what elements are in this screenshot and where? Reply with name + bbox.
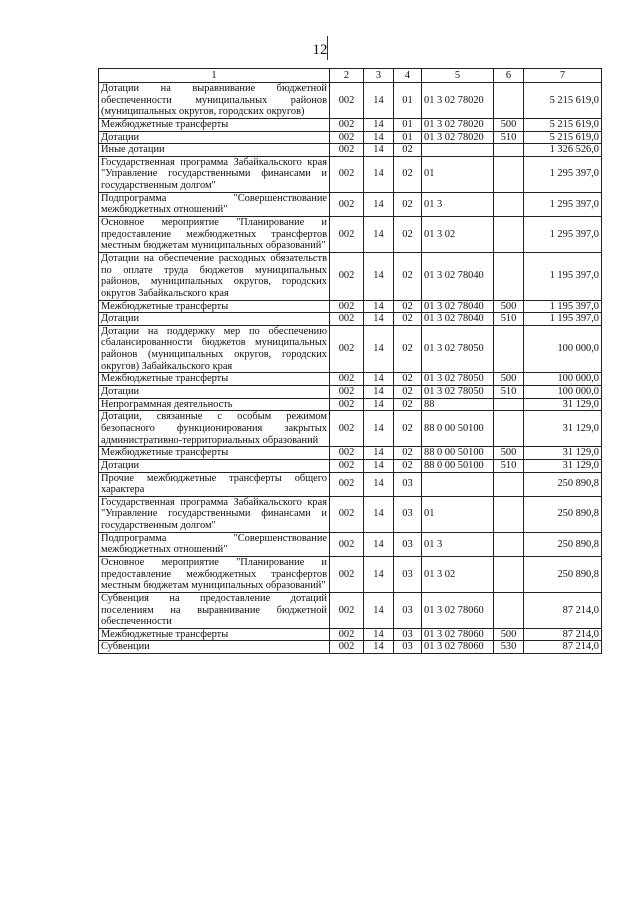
admin-code-cell: 002	[330, 118, 364, 131]
header-cell: 7	[524, 69, 602, 83]
subsection-cell: 02	[394, 447, 422, 460]
expense-type-cell	[494, 398, 524, 411]
admin-code-cell: 002	[330, 447, 364, 460]
item-name-cell: Непрограммная деятельность	[99, 398, 330, 411]
item-name-cell: Межбюджетные трансферты	[99, 628, 330, 641]
target-article-cell: 01 3 02 78060	[422, 628, 494, 641]
table-row	[99, 373, 602, 386]
target-article-cell: 01	[422, 496, 494, 532]
expense-type-cell	[494, 411, 524, 447]
subsection-cell: 02	[394, 192, 422, 216]
amount-cell: 100 000,0	[524, 373, 602, 386]
budget-table	[98, 68, 602, 654]
amount-cell: 100 000,0	[524, 386, 602, 399]
target-article-cell: 01 3 02 78050	[422, 386, 494, 399]
subsection-cell: 02	[394, 156, 422, 192]
target-article-cell: 88 0 00 50100	[422, 447, 494, 460]
subsection-cell: 02	[394, 411, 422, 447]
item-name-cell: Дотации на поддержку мер по обеспечению сбалансированности бюджетов муниципальных районов (муниципальных округов, городских округов) Забайкальского края	[99, 325, 330, 373]
expense-type-cell	[494, 472, 524, 496]
expense-type-cell: 500	[494, 373, 524, 386]
target-article-cell: 01 3 02 78050	[422, 373, 494, 386]
section-cell: 14	[364, 459, 394, 472]
table-row	[99, 156, 602, 192]
subsection-cell: 02	[394, 386, 422, 399]
item-name-cell: Межбюджетные трансферты	[99, 447, 330, 460]
section-cell: 14	[364, 641, 394, 654]
subsection-cell: 03	[394, 496, 422, 532]
subsection-cell: 02	[394, 300, 422, 313]
subsection-cell: 03	[394, 532, 422, 556]
subsection-cell: 03	[394, 641, 422, 654]
amount-cell: 31 129,0	[524, 447, 602, 460]
table-row	[99, 496, 602, 532]
section-cell: 14	[364, 313, 394, 326]
item-name-cell: Подпрограмма "Совершенствование межбюджетных отношений"	[99, 532, 330, 556]
section-cell: 14	[364, 411, 394, 447]
table-row	[99, 192, 602, 216]
section-cell: 14	[364, 325, 394, 373]
section-cell: 14	[364, 472, 394, 496]
item-name-cell: Дотации	[99, 386, 330, 399]
target-article-cell: 01 3 02	[422, 217, 494, 253]
table-row	[99, 556, 602, 592]
subsection-cell: 03	[394, 556, 422, 592]
admin-code-cell: 002	[330, 556, 364, 592]
admin-code-cell: 002	[330, 411, 364, 447]
amount-cell: 87 214,0	[524, 641, 602, 654]
table-row	[99, 83, 602, 119]
admin-code-cell: 002	[330, 398, 364, 411]
amount-cell: 250 890,8	[524, 496, 602, 532]
amount-cell: 1 195 397,0	[524, 300, 602, 313]
table-row	[99, 118, 602, 131]
item-name-cell: Государственная программа Забайкальского края "Управление государственными финансами и государственным долгом"	[99, 496, 330, 532]
subsection-cell: 02	[394, 373, 422, 386]
expense-type-cell	[494, 556, 524, 592]
item-name-cell: Межбюджетные трансферты	[99, 118, 330, 131]
target-article-cell: 01 3 02 78060	[422, 641, 494, 654]
expense-type-cell: 510	[494, 131, 524, 144]
target-article-cell: 01 3 02 78050	[422, 325, 494, 373]
header-row	[99, 69, 602, 83]
admin-code-cell: 002	[330, 496, 364, 532]
item-name-cell: Дотации на обеспечение расходных обязательств по оплате труда бюджетов муниципальных районов, муниципальных округов, городских округов Забайкальского края	[99, 252, 330, 300]
amount-cell: 1 195 397,0	[524, 252, 602, 300]
admin-code-cell: 002	[330, 628, 364, 641]
target-article-cell	[422, 144, 494, 157]
target-article-cell: 01 3 02 78020	[422, 118, 494, 131]
table-row	[99, 252, 602, 300]
item-name-cell: Межбюджетные трансферты	[99, 300, 330, 313]
target-article-cell: 88 0 00 50100	[422, 459, 494, 472]
item-name-cell: Дотации	[99, 459, 330, 472]
table-row	[99, 217, 602, 253]
admin-code-cell: 002	[330, 252, 364, 300]
amount-cell: 250 890,8	[524, 532, 602, 556]
expense-type-cell: 510	[494, 313, 524, 326]
header-cell: 4	[394, 69, 422, 83]
target-article-cell: 01 3 02	[422, 556, 494, 592]
amount-cell: 31 129,0	[524, 398, 602, 411]
amount-cell: 5 215 619,0	[524, 131, 602, 144]
admin-code-cell: 002	[330, 83, 364, 119]
item-name-cell: Подпрограмма "Совершенствование межбюджетных отношений"	[99, 192, 330, 216]
expense-type-cell	[494, 252, 524, 300]
expense-type-cell	[494, 532, 524, 556]
section-cell: 14	[364, 398, 394, 411]
amount-cell: 1 195 397,0	[524, 313, 602, 326]
table-row	[99, 398, 602, 411]
admin-code-cell: 002	[330, 131, 364, 144]
admin-code-cell: 002	[330, 459, 364, 472]
section-cell: 14	[364, 131, 394, 144]
expense-type-cell: 510	[494, 386, 524, 399]
amount-cell: 250 890,8	[524, 556, 602, 592]
amount-cell: 31 129,0	[524, 411, 602, 447]
section-cell: 14	[364, 192, 394, 216]
subsection-cell: 02	[394, 252, 422, 300]
section-cell: 14	[364, 592, 394, 628]
target-article-cell: 01 3	[422, 192, 494, 216]
header-cell: 5	[422, 69, 494, 83]
section-cell: 14	[364, 447, 394, 460]
admin-code-cell: 002	[330, 313, 364, 326]
item-name-cell: Государственная программа Забайкальского края "Управление государственными финансами и государственным долгом"	[99, 156, 330, 192]
subsection-cell: 02	[394, 217, 422, 253]
section-cell: 14	[364, 118, 394, 131]
item-name-cell: Межбюджетные трансферты	[99, 373, 330, 386]
subsection-cell: 03	[394, 628, 422, 641]
target-article-cell: 01 3 02 78040	[422, 252, 494, 300]
expense-type-cell: 500	[494, 300, 524, 313]
page-number: 12	[312, 42, 328, 58]
item-name-cell: Субвенция на предоставление дотаций поселениям на выравнивание бюджетной обеспеченности	[99, 592, 330, 628]
amount-cell: 1 295 397,0	[524, 156, 602, 192]
expense-type-cell	[494, 83, 524, 119]
section-cell: 14	[364, 252, 394, 300]
subsection-cell: 02	[394, 313, 422, 326]
amount-cell: 250 890,8	[524, 472, 602, 496]
amount-cell: 31 129,0	[524, 459, 602, 472]
item-name-cell: Иные дотации	[99, 144, 330, 157]
subsection-cell: 02	[394, 325, 422, 373]
admin-code-cell: 002	[330, 325, 364, 373]
section-cell: 14	[364, 556, 394, 592]
item-name-cell: Дотации	[99, 131, 330, 144]
subsection-cell: 01	[394, 118, 422, 131]
amount-cell: 87 214,0	[524, 628, 602, 641]
expense-type-cell: 530	[494, 641, 524, 654]
subsection-cell: 02	[394, 144, 422, 157]
target-article-cell: 01 3 02 78060	[422, 592, 494, 628]
table-row	[99, 592, 602, 628]
item-name-cell: Субвенции	[99, 641, 330, 654]
section-cell: 14	[364, 532, 394, 556]
expense-type-cell	[494, 325, 524, 373]
admin-code-cell: 002	[330, 386, 364, 399]
table-row	[99, 386, 602, 399]
target-article-cell: 88	[422, 398, 494, 411]
admin-code-cell: 002	[330, 592, 364, 628]
section-cell: 14	[364, 217, 394, 253]
section-cell: 14	[364, 386, 394, 399]
admin-code-cell: 002	[330, 373, 364, 386]
admin-code-cell: 002	[330, 532, 364, 556]
subsection-cell: 03	[394, 592, 422, 628]
section-cell: 14	[364, 496, 394, 532]
expense-type-cell	[494, 192, 524, 216]
table-row	[99, 532, 602, 556]
target-article-cell: 01 3 02 78040	[422, 300, 494, 313]
table-row	[99, 411, 602, 447]
section-cell: 14	[364, 628, 394, 641]
item-name-cell: Прочие межбюджетные трансферты общего характера	[99, 472, 330, 496]
expense-type-cell: 500	[494, 447, 524, 460]
item-name-cell: Основное мероприятие "Планирование и предоставление межбюджетных трансфертов местным бюджетам муниципальных образований"	[99, 217, 330, 253]
expense-type-cell: 500	[494, 118, 524, 131]
amount-cell: 5 215 619,0	[524, 83, 602, 119]
amount-cell: 5 215 619,0	[524, 118, 602, 131]
item-name-cell: Основное мероприятие "Планирование и предоставление межбюджетных трансфертов местным бюджетам муниципальных образований"	[99, 556, 330, 592]
item-name-cell: Дотации на выравнивание бюджетной обеспеченности муниципальных районов (муниципальных округов, городских округов)	[99, 83, 330, 119]
table-row	[99, 325, 602, 373]
target-article-cell: 01 3 02 78040	[422, 313, 494, 326]
table-row	[99, 131, 602, 144]
target-article-cell: 88 0 00 50100	[422, 411, 494, 447]
expense-type-cell	[494, 592, 524, 628]
section-cell: 14	[364, 144, 394, 157]
table-row	[99, 628, 602, 641]
amount-cell: 1 326 526,0	[524, 144, 602, 157]
target-article-cell: 01 3 02 78020	[422, 83, 494, 119]
header-cell: 6	[494, 69, 524, 83]
section-cell: 14	[364, 373, 394, 386]
admin-code-cell: 002	[330, 641, 364, 654]
section-cell: 14	[364, 156, 394, 192]
target-article-cell	[422, 472, 494, 496]
section-cell: 14	[364, 300, 394, 313]
admin-code-cell: 002	[330, 156, 364, 192]
subsection-cell: 01	[394, 83, 422, 119]
table-row	[99, 641, 602, 654]
item-name-cell: Дотации, связанные с особым режимом безопасного функционирования закрытых административно-территориальных образований	[99, 411, 330, 447]
subsection-cell: 02	[394, 398, 422, 411]
target-article-cell: 01 3 02 78020	[422, 131, 494, 144]
table-row	[99, 447, 602, 460]
expense-type-cell: 500	[494, 628, 524, 641]
expense-type-cell: 510	[494, 459, 524, 472]
amount-cell: 1 295 397,0	[524, 192, 602, 216]
admin-code-cell: 002	[330, 144, 364, 157]
table-row	[99, 459, 602, 472]
admin-code-cell: 002	[330, 217, 364, 253]
subsection-cell: 01	[394, 131, 422, 144]
admin-code-cell: 002	[330, 192, 364, 216]
header-cell: 1	[99, 69, 330, 83]
item-name-cell: Дотации	[99, 313, 330, 326]
target-article-cell: 01	[422, 156, 494, 192]
admin-code-cell: 002	[330, 472, 364, 496]
table-row	[99, 144, 602, 157]
admin-code-cell: 002	[330, 300, 364, 313]
target-article-cell: 01 3	[422, 532, 494, 556]
expense-type-cell	[494, 496, 524, 532]
subsection-cell: 02	[394, 459, 422, 472]
amount-cell: 1 295 397,0	[524, 217, 602, 253]
amount-cell: 87 214,0	[524, 592, 602, 628]
header-cell: 3	[364, 69, 394, 83]
expense-type-cell	[494, 144, 524, 157]
expense-type-cell	[494, 217, 524, 253]
subsection-cell: 03	[394, 472, 422, 496]
table-row	[99, 313, 602, 326]
table-row	[99, 472, 602, 496]
expense-type-cell	[494, 156, 524, 192]
table-row	[99, 300, 602, 313]
section-cell: 14	[364, 83, 394, 119]
header-cell: 2	[330, 69, 364, 83]
amount-cell: 100 000,0	[524, 325, 602, 373]
